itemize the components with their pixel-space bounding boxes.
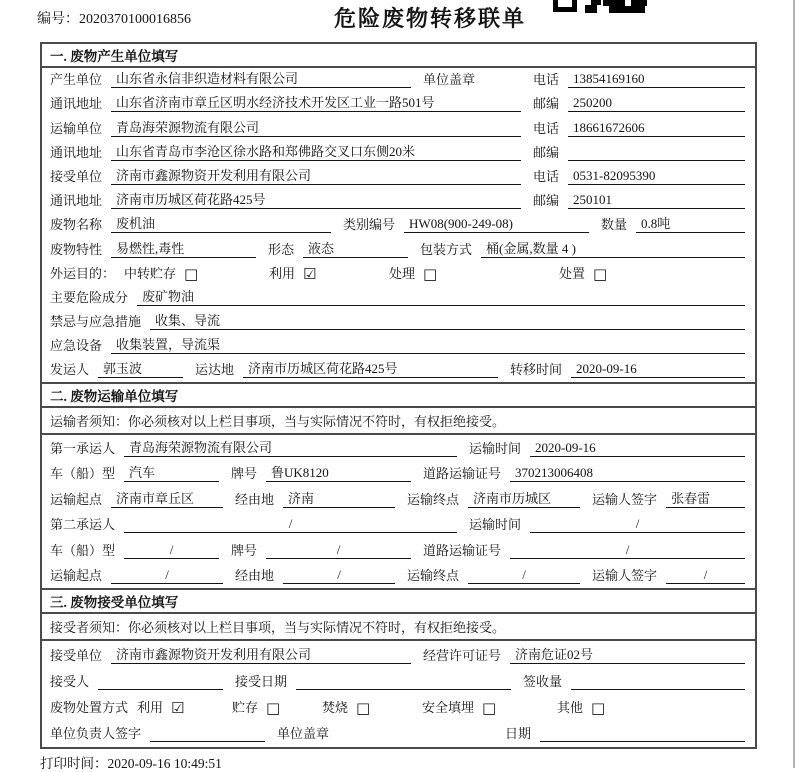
disposal-label: 废物处置方式: [50, 700, 129, 715]
transporter-label: 运输单位: [50, 120, 103, 136]
unit-stamp-label: 单位盖章: [277, 726, 330, 742]
purpose-label: 外运目的：: [50, 265, 116, 281]
plate-value: 鲁UK8120: [266, 462, 411, 482]
row-route1: [42, 486, 755, 512]
route1-sign-value: 张春雷: [666, 488, 745, 508]
carrier2-time-value: /: [530, 516, 745, 533]
vehicle2-label: 车（船）型: [50, 542, 116, 558]
carrier1-time-value: 2020-09-16: [530, 440, 745, 457]
disposal-option-store: [232, 697, 322, 716]
purpose-option-treat: [389, 263, 559, 282]
route2-end-value: /: [468, 567, 580, 584]
route2-via-value: /: [283, 567, 395, 584]
producer-label: 产生单位: [50, 72, 103, 88]
producer-zip-value: 250200: [568, 95, 745, 112]
route1-via-value: 济南: [283, 488, 395, 508]
route1-end-value: 济南市历城区: [468, 488, 580, 508]
route2-sign-label: 运输人签字: [592, 568, 658, 584]
manifest-form: [40, 42, 757, 749]
row-producer: [42, 68, 755, 92]
checkbox-icon: □: [593, 264, 608, 283]
hazard-label: 主要危险成分: [50, 289, 129, 305]
waste-code-label: 类别编号: [343, 217, 396, 233]
transport-time-label: 运输时间: [468, 517, 521, 533]
producer-value: 山东省永信非织造材料有限公司: [111, 68, 411, 88]
row-vehicle2: [42, 537, 755, 563]
carrier1-value: 青岛海荣源物流有限公司: [124, 437, 457, 457]
checkbox-label: 利用: [137, 700, 164, 715]
checkbox-icon: □: [591, 699, 606, 717]
row-receiver-person: [42, 668, 755, 694]
qr-code-remnant-icon: [553, 0, 653, 13]
row-vehicle1: [42, 461, 755, 487]
serial-label: 编号：: [37, 12, 79, 27]
signed-qty-value: [571, 689, 745, 690]
section2-notice: 运输者须知：你必须核对以上栏目事项，当与实际情况不符时，有权拒绝接受。: [42, 408, 755, 435]
plate-label: 牌号: [231, 466, 258, 482]
phone-label: 电话: [533, 72, 560, 88]
accept-date-value: [296, 689, 511, 690]
disposal-option-other: [557, 697, 605, 716]
date-label: 日期: [504, 726, 531, 742]
row-transporter-address: [42, 141, 755, 165]
route2-end-label: 运输终点: [407, 568, 460, 584]
route2-start-value: /: [111, 567, 223, 584]
checkbox-label: 其他: [557, 700, 584, 715]
acceptor-label: 接受单位: [50, 647, 103, 663]
checkbox-label: 贮存: [232, 700, 259, 715]
checkbox-label: 安全填埋: [422, 700, 475, 715]
purpose-option-dispose: [559, 263, 607, 282]
phone-label: 电话: [533, 168, 560, 184]
transporter-address-value: 山东省青岛市李沧区徐水路和郑佛路交叉口东侧20米: [111, 141, 521, 161]
transporter-address-label: 通讯地址: [50, 144, 103, 160]
destination-label: 运达地: [195, 362, 235, 378]
receiver-person-value: [98, 689, 223, 690]
transfer-time-label: 转移时间: [510, 362, 563, 378]
checkbox-icon: □: [356, 699, 371, 717]
dispatcher-label: 发运人: [50, 362, 90, 378]
waste-name-label: 废物名称: [50, 217, 103, 233]
route1-end-label: 运输终点: [407, 491, 460, 507]
route2-start-label: 运输起点: [50, 568, 103, 584]
section2-heading: 二. 废物运输单位填写: [42, 382, 755, 408]
page-edge-line: [793, 0, 795, 768]
print-time-label: 打印时间：: [40, 756, 108, 771]
waste-traits-value: 易燃性,毒性: [111, 238, 256, 258]
waste-pack-label: 包装方式: [420, 241, 473, 257]
receiver-person-label: 接受人: [50, 673, 90, 689]
section1-heading: 一. 废物产生单位填写: [42, 44, 755, 68]
row-producer-address: [42, 92, 755, 116]
transport-time-label: 运输时间: [468, 440, 521, 456]
waste-name-value: 废机油: [111, 213, 331, 233]
checkbox-label: 焚烧: [322, 700, 349, 715]
receiver-label: 接受单位: [50, 168, 103, 184]
disposal-option-landfill: [422, 697, 557, 716]
disposal-option-utilize: [137, 697, 232, 716]
vehicle1-value: 汽车: [124, 462, 219, 482]
waste-code-value: HW08(900-249-08): [404, 216, 589, 233]
row-transporter: [42, 116, 755, 140]
zip-label: 邮编: [533, 144, 560, 160]
row-acceptor: [42, 641, 755, 667]
hazard-value: 废矿物油: [137, 286, 745, 306]
receiver-address-value: 济南市历城区荷花路425号: [111, 189, 521, 209]
permit2-value: /: [510, 542, 745, 559]
vehicle1-label: 车（船）型: [50, 466, 116, 482]
producer-address-label: 通讯地址: [50, 96, 103, 112]
producer-phone-value: 13854169160: [568, 71, 745, 88]
transporter-zip-value: [568, 160, 745, 161]
signed-qty-label: 签收量: [523, 673, 563, 689]
producer-zip-group: [533, 93, 745, 112]
row-receiver: [42, 165, 755, 189]
license-value: 济南危证02号: [510, 644, 745, 664]
row-equipment: [42, 334, 755, 358]
checkbox-label: 中转贮存: [124, 265, 177, 281]
vehicle2-value: /: [124, 542, 219, 559]
row-taboo: [42, 310, 755, 334]
phone-label: 电话: [533, 120, 560, 136]
section3-notice: 接受者须知：你必须核对以上栏目事项，当与实际情况不符时，有权拒绝接受。: [42, 614, 755, 641]
row-dispatch: [42, 358, 755, 382]
plate-label: 牌号: [231, 542, 258, 558]
carrier1-label: 第一承运人: [50, 440, 116, 456]
waste-form-label: 形态: [268, 241, 295, 257]
waste-qty-label: 数量: [601, 217, 628, 233]
receiver-zip-value: 250101: [568, 192, 745, 209]
carrier2-label: 第二承运人: [50, 517, 116, 533]
plate2-value: /: [266, 542, 411, 559]
checkbox-icon: □: [184, 264, 199, 283]
checkbox-icon: □: [423, 264, 438, 283]
row-disposal: [42, 694, 755, 720]
section3-heading: 三. 废物接受单位填写: [42, 588, 755, 614]
print-time: [40, 752, 222, 772]
row-carrier1: [42, 435, 755, 461]
producer-stamp-label: 单位盖章: [423, 72, 476, 88]
waste-pack-value: 桶(金属,数量 4 ): [481, 238, 745, 258]
producer-address-value: 山东省济南市章丘区明水经济技术开发区工业一路501号: [111, 92, 521, 112]
disposal-option-incinerate: [322, 697, 422, 716]
waste-form-value: 液态: [303, 238, 408, 258]
transporter-phone-value: 18661672606: [568, 120, 745, 137]
purpose-option-utilize: [269, 263, 389, 282]
taboo-value: 收集、导流: [150, 310, 745, 330]
waste-traits-label: 废物特性: [50, 241, 103, 257]
receiver-phone-group: [533, 166, 745, 185]
receiver-phone-value: 0531-82095390: [568, 168, 745, 185]
permit-value: 370213006408: [510, 465, 745, 482]
dispatcher-value: 郭玉波: [98, 358, 183, 378]
route1-start-label: 运输起点: [50, 491, 103, 507]
route2-sign-value: /: [666, 567, 745, 584]
receiver-value: 济南市鑫源物资开发利用有限公司: [111, 165, 521, 185]
serial-value: 2020370100016856: [79, 12, 191, 27]
permit-label: 道路运输证号: [423, 466, 502, 482]
checkbox-label: 利用: [269, 265, 296, 281]
receiver-zip-group: [533, 190, 745, 209]
destination-value: 济南市历城区荷花路425号: [243, 358, 498, 378]
route1-start-value: 济南市章丘区: [111, 488, 223, 508]
transporter-value: 青岛海荣源物流有限公司: [111, 117, 521, 137]
row-waste-traits: [42, 237, 755, 261]
zip-label: 邮编: [533, 193, 560, 209]
checkbox-label: 处理: [389, 265, 416, 281]
equipment-label: 应急设备: [50, 338, 103, 354]
checkbox-icon: □: [482, 699, 497, 717]
checkbox-label: 处置: [559, 265, 586, 281]
receiver-address-label: 通讯地址: [50, 193, 103, 209]
manager-sign-value: [150, 741, 265, 742]
page-title: 危险废物转移联单: [333, 6, 526, 31]
manager-sign-label: 单位负责人签字: [50, 726, 142, 742]
route1-via-label: 经由地: [235, 491, 275, 507]
print-time-value: 2020-09-16 10:49:51: [107, 756, 222, 771]
row-receiver-address: [42, 189, 755, 213]
waste-qty-value: 0.8吨: [636, 213, 745, 233]
row-purpose: [42, 262, 755, 286]
checkbox-icon: □: [266, 699, 281, 717]
route1-sign-label: 运输人签字: [592, 491, 658, 507]
acceptor-value: 济南市鑫源物资开发利用有限公司: [111, 644, 411, 664]
checkbox-icon: ☑: [171, 699, 185, 717]
checkbox-icon: ☑: [303, 264, 317, 283]
purpose-option-transfer: [124, 263, 269, 282]
transfer-time-value: 2020-09-16: [571, 361, 745, 378]
license-label: 经营许可证号: [423, 647, 502, 663]
producer-phone-group: [533, 69, 745, 88]
transporter-phone-group: [533, 118, 745, 137]
date-value: [540, 741, 745, 742]
row-waste-name: [42, 213, 755, 237]
taboo-label: 禁忌与应急措施: [50, 314, 142, 330]
row-route2: [42, 563, 755, 589]
transporter-zip-group: [533, 142, 745, 161]
permit-label: 道路运输证号: [423, 542, 502, 558]
carrier2-value: /: [124, 516, 457, 533]
row-carrier2: [42, 512, 755, 538]
equipment-value: 收集装置，导流渠: [111, 334, 745, 354]
route2-via-label: 经由地: [235, 568, 275, 584]
zip-label: 邮编: [533, 96, 560, 112]
row-manager: [42, 720, 755, 746]
accept-date-label: 接受日期: [235, 673, 288, 689]
row-hazard: [42, 286, 755, 310]
